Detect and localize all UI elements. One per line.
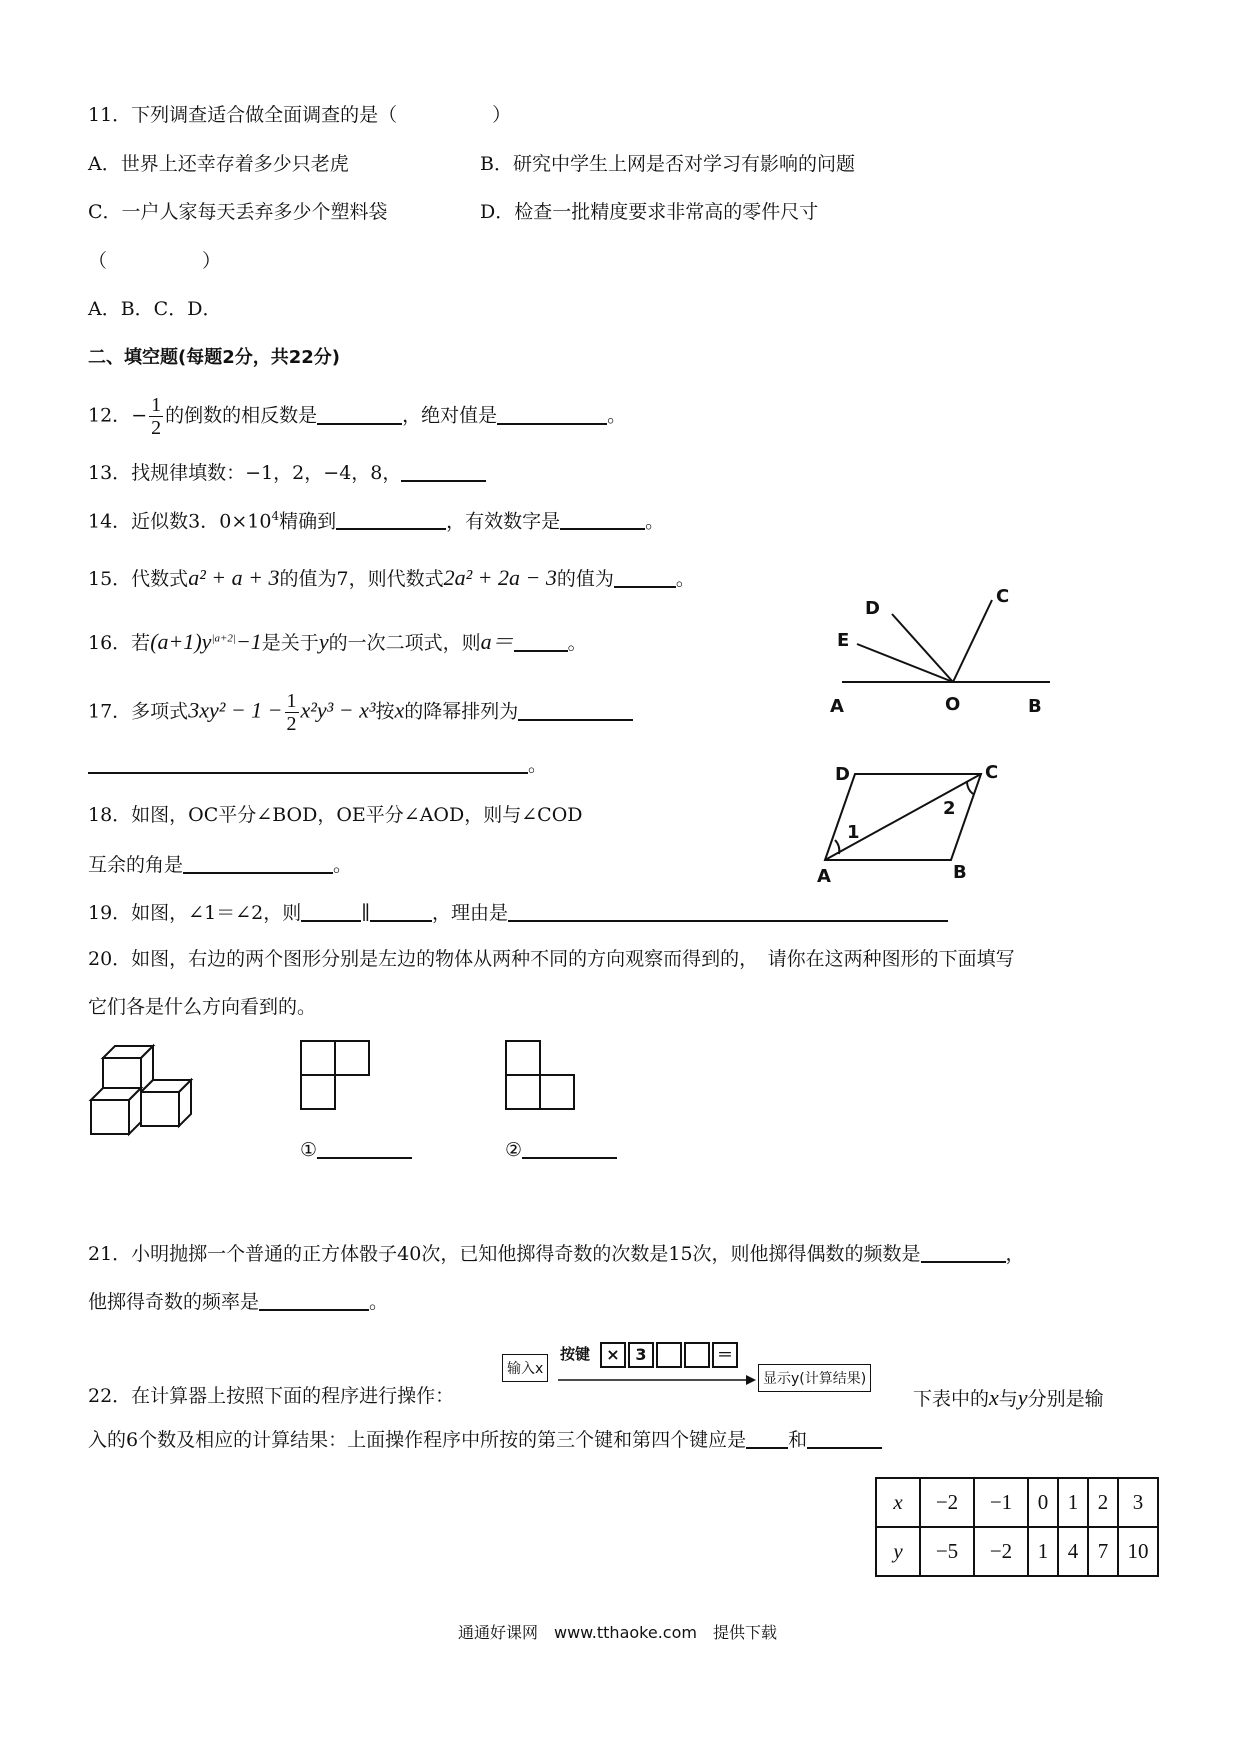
ray-oe — [857, 644, 953, 682]
q11-option-d: D．检查一批精度要求非常高的零件尺寸 — [480, 201, 819, 223]
cube-stack-figure — [85, 1038, 215, 1148]
q13-blank[interactable] — [401, 462, 486, 482]
view-2-figure — [505, 1040, 577, 1110]
q12-sign: − — [131, 404, 148, 427]
label-o: O — [945, 694, 961, 715]
x-cell: −1 — [974, 1478, 1028, 1527]
q17-text2: 的降幂排列为 — [404, 700, 519, 723]
parallelogram-figure — [795, 758, 1025, 888]
flow-key-row — [600, 1342, 740, 1368]
q20-line2: 它们各是什么方向看到的。 — [88, 996, 317, 1018]
q22-line1-end — [913, 1387, 1104, 1409]
section-title: 二、填空题(每题2分，共22分) — [88, 347, 341, 368]
q12-text1: 的倒数的相反数是 — [165, 404, 318, 427]
q14-blank1[interactable] — [336, 510, 446, 530]
angle-figure — [820, 578, 1070, 718]
label-e: E — [837, 630, 850, 651]
key-blank-4 — [684, 1342, 710, 1368]
q19-parallel: ∥ — [361, 902, 370, 924]
q21-line1 — [88, 1243, 1025, 1264]
y-cell: −2 — [974, 1527, 1028, 1576]
row-label-x: x — [876, 1478, 920, 1527]
angle-1-arc — [835, 840, 839, 854]
q16-text1: 是关于 — [261, 632, 319, 654]
q14-text1: 14．近似数3．0×10 — [88, 510, 272, 533]
q22-blank1[interactable] — [746, 1429, 788, 1449]
label-angle-1: 1 — [847, 822, 860, 843]
q11-stem: 11．下列调查适合做全面调查的是（ ） — [88, 104, 512, 126]
q21-text2: 他掷得奇数的频率是 — [88, 1291, 260, 1313]
q16-var: y — [318, 629, 329, 654]
view-2-blank[interactable] — [522, 1139, 617, 1159]
y-cell: −5 — [920, 1527, 974, 1576]
flow-output-box: 显示y(计算结果) — [758, 1364, 871, 1392]
q19-blank1[interactable] — [301, 902, 361, 922]
view-1-label — [300, 1139, 412, 1160]
q18-blank[interactable] — [183, 854, 333, 874]
q13-text: 13．找规律填数：−1，2，−4，8， — [88, 462, 402, 484]
q15-end: 。 — [675, 568, 695, 590]
label-c: C — [996, 586, 1010, 607]
q12-frac-num: 1 — [151, 394, 162, 416]
q17-blank2[interactable] — [88, 754, 528, 774]
q18-line2 — [88, 854, 352, 875]
x-cell: 3 — [1118, 1478, 1158, 1527]
q15 — [88, 567, 695, 589]
label-d: D — [865, 598, 880, 619]
q15-blank[interactable] — [614, 568, 676, 588]
q22-and: 和 — [788, 1429, 808, 1451]
q14 — [88, 510, 664, 531]
x-cell: 0 — [1028, 1478, 1058, 1527]
q16-blank[interactable] — [514, 632, 568, 652]
cube-bottom-left — [91, 1088, 141, 1134]
ray-oc — [953, 600, 992, 682]
q12 — [88, 394, 626, 439]
q19-text1: 19．如图，∠1＝∠2，则 — [88, 902, 302, 924]
q16-text2: 的一次二项式，则 — [328, 632, 481, 654]
q11-option-c: C．一户人家每天丢弃多少个塑料袋 — [88, 201, 388, 223]
q22-var-x: x — [989, 1385, 999, 1410]
cube-bottom-right — [141, 1080, 191, 1126]
q15-text2: 的值为 — [556, 568, 614, 590]
q11-option-b: B．研究中学生上网是否对学习有影响的问题 — [480, 153, 855, 175]
y-cell: 4 — [1058, 1527, 1088, 1576]
view-1-blank[interactable] — [317, 1139, 412, 1159]
q21-text: 21．小明抛掷一个普通的正方体骰子40次，已知他掷得奇数的次数是15次，则他掷得偶数的频数是 — [88, 1243, 921, 1265]
flow-input-box: 输入x — [502, 1354, 548, 1382]
q22-var-y: y — [1017, 1385, 1028, 1410]
angle-2-arc — [967, 782, 973, 794]
xy-table — [875, 1477, 1159, 1577]
q21-line2 — [88, 1291, 388, 1312]
q12-text2: ，绝对值是 — [402, 404, 498, 427]
x-cell: 1 — [1058, 1478, 1088, 1527]
q12-blank1[interactable] — [317, 405, 402, 425]
row-label-y: y — [876, 1527, 920, 1576]
q17-expr-a: 3xy² − 1 − — [188, 697, 283, 723]
q17-text1: 按 — [375, 700, 395, 723]
table-row-x — [876, 1478, 1158, 1527]
label-a: A — [817, 866, 831, 887]
q22-line1-start: 22．在计算器上按照下面的程序进行操作： — [88, 1385, 455, 1407]
q19-blank3[interactable] — [508, 902, 948, 922]
q18-end: 。 — [333, 854, 353, 876]
q18-text: 互余的角是 — [88, 854, 184, 876]
diagonal-ac — [825, 774, 981, 860]
q17-frac-den: 2 — [286, 713, 297, 735]
q22-text2: 入的6个数及相应的计算结果：上面操作程序中所按的第三个键和第四个键应是 — [88, 1429, 747, 1451]
q16-exp: |a+2| — [211, 632, 236, 645]
q17-expr-b: x²y³ − x³ — [300, 697, 376, 723]
view-1-number: ① — [300, 1139, 318, 1161]
q14-end: 。 — [645, 510, 665, 533]
q22-line2 — [88, 1429, 882, 1450]
q11-option-a: A．世界上还幸存着多少只老虎 — [88, 153, 349, 175]
q12-fraction — [149, 394, 163, 439]
q15-text1: 的值为7，则代数式 — [279, 568, 444, 590]
q17-var: x — [394, 697, 405, 723]
table-row-y — [876, 1527, 1158, 1576]
q19-blank2[interactable] — [370, 902, 432, 922]
x-cell: −2 — [920, 1478, 974, 1527]
q16-expr: (a+1)y — [150, 629, 212, 654]
q21-comma: ， — [1005, 1243, 1025, 1265]
answer-paren: （ ） — [88, 250, 222, 272]
view-2-number: ② — [505, 1139, 523, 1161]
q16-num: 16．若 — [88, 632, 151, 654]
q16-var2: a＝ — [480, 629, 514, 654]
q12-end: 。 — [607, 404, 627, 427]
q13 — [88, 462, 486, 483]
q21-blank2[interactable] — [259, 1291, 369, 1311]
q19-text2: ，理由是 — [431, 902, 508, 924]
flow-arrow — [558, 1372, 758, 1388]
x-cell: 2 — [1088, 1478, 1118, 1527]
q15-expr1: a² + a + 3 — [188, 565, 280, 590]
key-blank-3 — [656, 1342, 682, 1368]
ray-od — [892, 614, 953, 682]
q17-blank1[interactable] — [518, 701, 633, 721]
q15-expr2: 2a² + 2a − 3 — [443, 565, 557, 590]
q17-fraction — [285, 690, 299, 735]
q14-text3: ，有效数字是 — [446, 510, 561, 533]
key-times: × — [600, 1342, 626, 1368]
flow-keys-label: 按键 — [560, 1345, 591, 1363]
q18-line1: 18．如图，OC平分∠BOD，OE平分∠AOD，则与∠COD — [88, 804, 583, 826]
q19 — [88, 902, 948, 923]
label-b: B — [953, 862, 967, 883]
view-1-figure — [300, 1040, 372, 1110]
label-b: B — [1028, 696, 1042, 717]
q17-line2 — [88, 754, 547, 775]
cube-top — [103, 1046, 153, 1092]
q15-num: 15．代数式 — [88, 568, 189, 590]
label-a: A — [830, 696, 844, 717]
q17 — [88, 690, 633, 735]
key-equals: ＝ — [712, 1342, 738, 1368]
q12-blank2[interactable] — [497, 405, 607, 425]
q21-end: 。 — [369, 1291, 389, 1313]
label-c: C — [985, 762, 999, 783]
q22-tail-a: 下表中的 — [913, 1388, 990, 1410]
q20-line1: 20．如图，右边的两个图形分别是左边的物体从两种不同的方向观察而得到的， 请你在这两种图形的下面填写 — [88, 948, 1015, 970]
q22-tail-c: 分别是输 — [1027, 1388, 1104, 1410]
answer-choices: A．B．C．D． — [88, 298, 222, 320]
y-cell: 7 — [1088, 1527, 1118, 1576]
q22-tail-b: 与 — [998, 1388, 1018, 1410]
q16-expr-tail: −1 — [235, 629, 262, 654]
q12-frac-den: 2 — [151, 417, 162, 439]
q14-exp: 4 — [271, 509, 280, 523]
label-d: D — [835, 764, 850, 785]
q12-num: 12． — [88, 404, 132, 427]
q14-blank2[interactable] — [560, 510, 645, 530]
q21-blank1[interactable] — [921, 1243, 1006, 1263]
view-2-label — [505, 1139, 617, 1160]
q22-blank2[interactable] — [807, 1429, 882, 1449]
label-angle-2: 2 — [943, 798, 956, 819]
q16 — [88, 631, 587, 653]
y-cell: 1 — [1028, 1527, 1058, 1576]
page-footer: 通通好课网 www.tthaoke.com 提供下载 — [458, 1623, 777, 1642]
q17-frac-num: 1 — [286, 690, 297, 712]
q14-text2: 精确到 — [279, 510, 337, 533]
q17-end: 。 — [528, 754, 548, 776]
q16-end: 。 — [567, 632, 587, 654]
y-cell: 10 — [1118, 1527, 1158, 1576]
key-three: 3 — [628, 1342, 654, 1368]
q17-num: 17．多项式 — [88, 700, 189, 723]
